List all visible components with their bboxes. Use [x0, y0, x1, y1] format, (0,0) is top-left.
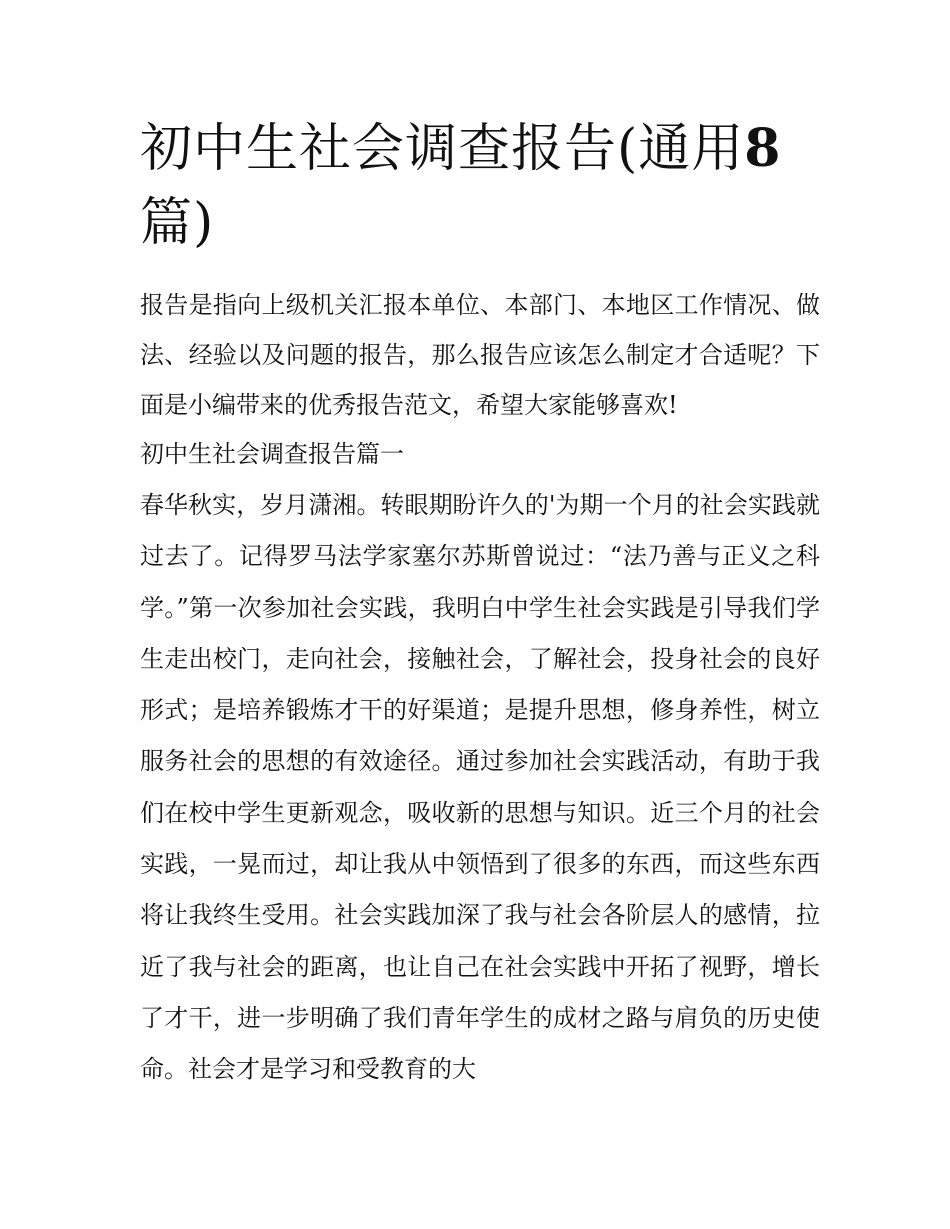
- title-tail: 篇): [140, 193, 215, 253]
- section-heading: 初中生社会调查报告篇一: [140, 440, 404, 468]
- title-main: 初中生社会调查报告(通用: [140, 119, 745, 179]
- document-title: [140, 112, 820, 260]
- intro-paragraph: 报告是指向上级机关汇报本单位、本部门、本地区工作情况、做法、经验以及问题的报告，那么报告应该怎么制定才合适呢？下面是小编带来的优秀报告范文，希望大家能够喜欢!: [140, 291, 820, 419]
- body-paragraph: 春华秋实，岁月潇湘。转眼期盼许久的'为期一个月的社会实践就过去了。记得罗马法学家塞尔苏斯曾说过：“法乃善与正义之科学。”第一次参加社会实践，我明白中学生社会实践是引导我们学生走出校门，走向社会，接触社会，了解社会，投身社会的良好形式；是培养锻炼才干的好渠道；是提升思想，修身养性，树立服务社会的思想的有效途径。通过参加社会实践活动，有助于我们在校中学生更新观念，吸收新的思想与知识。近三个月的社会实践，一晃而过，却让我从中领悟到了很多的东西，而这些东西将让我终生受用。社会实践加深了我与社会各阶层人的感情，拉近了我与社会的距离，也让自己在社会实践中开拓了视野，增长了才干，进一步明确了我们青年学生的成材之路与肩负的历史使命。社会才是学习和受教育的大: [140, 491, 820, 1084]
- title-number: 8: [744, 118, 782, 179]
